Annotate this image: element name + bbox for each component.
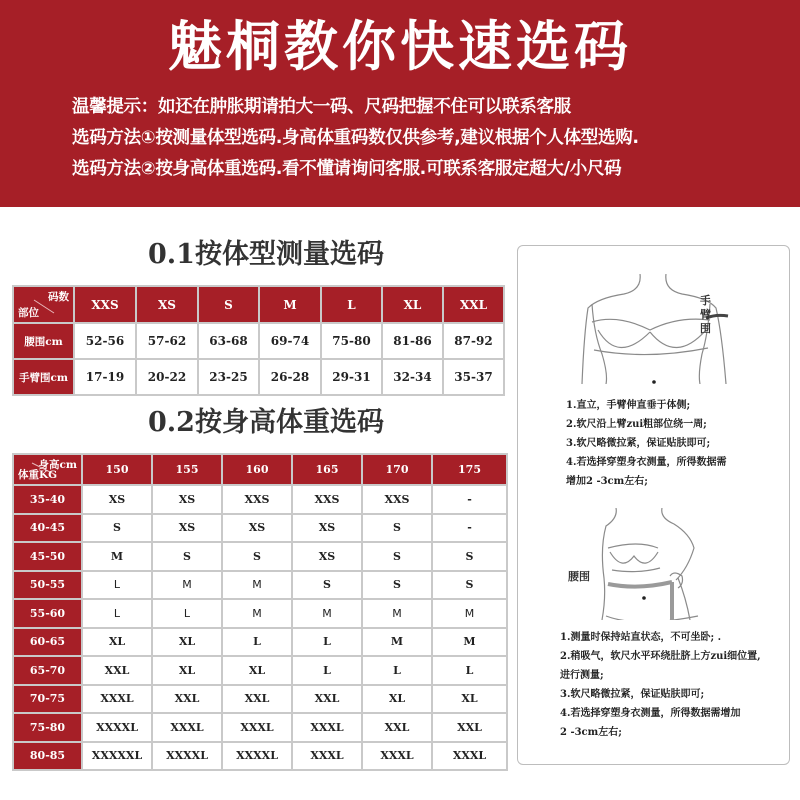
arm-circumference-label	[700, 294, 714, 336]
size-cell: XXXL	[152, 713, 222, 742]
size-cell: M	[432, 599, 507, 628]
size-cell: XXXL	[292, 742, 362, 771]
size-cell: XL	[432, 685, 507, 714]
size-cell: XXXL	[432, 742, 507, 771]
size-cell: M	[432, 628, 507, 657]
size-cell: L	[82, 599, 152, 628]
size-cell: XS	[152, 485, 222, 514]
body-table-title: 0.1按体型测量选码	[148, 239, 384, 270]
waist-circumference-label: 腰围	[568, 570, 590, 583]
size-cell: XS	[222, 514, 292, 543]
corner-label-size: 码数	[48, 291, 69, 303]
waist-step: 3.软尺略微拉紧，保证贴肤即可;	[560, 689, 705, 700]
size-cell: M	[152, 571, 222, 600]
weight-range-label: 80-85	[13, 742, 82, 771]
size-cell: M	[222, 571, 292, 600]
table-row	[13, 359, 504, 395]
size-header: XL	[382, 286, 443, 323]
waist-measurement-illustration	[598, 508, 708, 620]
banner-title: 魅桐教你快速选码	[168, 15, 632, 78]
table-row	[13, 628, 507, 657]
size-cell: XXL	[362, 713, 432, 742]
corner-label-weight: 体重KG	[18, 469, 58, 481]
size-cell: S	[432, 571, 507, 600]
table-row	[13, 742, 507, 771]
corner-cell	[13, 286, 74, 323]
size-cell: M	[82, 542, 152, 571]
arm-measurement-illustration	[558, 274, 758, 384]
size-cell: L	[362, 656, 432, 685]
weight-range-label: 35-40	[13, 485, 82, 514]
arm-step: 1.直立，手臂伸直垂于体侧;	[566, 400, 691, 411]
size-header: XXL	[443, 286, 504, 323]
table-header-row	[13, 286, 504, 323]
size-cell: XXS	[362, 485, 432, 514]
table-cell: 35-37	[443, 359, 504, 395]
corner-label-height: 身高cm	[38, 459, 77, 471]
table-row	[13, 542, 507, 571]
size-cell: S	[362, 514, 432, 543]
size-cell: XS	[292, 514, 362, 543]
size-cell: XXXL	[292, 713, 362, 742]
size-cell: XXS	[222, 485, 292, 514]
size-cell: L	[292, 656, 362, 685]
size-cell: L	[292, 628, 362, 657]
size-cell: XXXXL	[82, 713, 152, 742]
height-header: 175	[432, 454, 507, 485]
weight-range-label: 75-80	[13, 713, 82, 742]
size-cell: XL	[82, 628, 152, 657]
table-cell: 63-68	[198, 323, 259, 359]
size-cell: S	[362, 542, 432, 571]
size-header: XXS	[74, 286, 136, 323]
size-cell: L	[222, 628, 292, 657]
table-cell: 17-19	[74, 359, 136, 395]
weight-range-label: 60-65	[13, 628, 82, 657]
arm-step: 增加2 -3cm左右;	[566, 476, 648, 487]
size-cell: XXXXXL	[82, 742, 152, 771]
size-cell: XS	[82, 485, 152, 514]
size-cell: S	[222, 542, 292, 571]
size-cell: XL	[152, 656, 222, 685]
table-row	[13, 599, 507, 628]
size-cell: L	[432, 656, 507, 685]
size-cell: M	[362, 628, 432, 657]
size-cell: XL	[362, 685, 432, 714]
size-cell: L	[82, 571, 152, 600]
table-cell: 87-92	[443, 323, 504, 359]
size-cell: XXL	[222, 685, 292, 714]
table-header-row	[13, 454, 507, 485]
size-cell: XS	[292, 542, 362, 571]
tip-line-1: 温馨提示：如还在肿胀期请拍大一码、尺码把握不住可以联系客服	[72, 97, 571, 117]
table-cell: 75-80	[321, 323, 382, 359]
body-measurement-table	[12, 285, 505, 396]
weight-range-label: 50-55	[13, 571, 82, 600]
size-cell: M	[292, 599, 362, 628]
corner-label-part: 部位	[18, 307, 39, 319]
size-cell: S	[82, 514, 152, 543]
row-label-arm: 手臂围cm	[13, 359, 74, 395]
height-weight-table-title: 0.2按身高体重选码	[148, 407, 384, 438]
waist-step: 进行测量;	[560, 670, 604, 681]
arm-step: 4.若选择穿塑身衣测量，所得数据需	[566, 457, 727, 468]
size-cell: S	[362, 571, 432, 600]
table-cell: 81-86	[382, 323, 443, 359]
height-header: 155	[152, 454, 222, 485]
size-cell: XXXXL	[222, 742, 292, 771]
table-cell: 29-31	[321, 359, 382, 395]
table-row	[13, 323, 504, 359]
height-header: 160	[222, 454, 292, 485]
table-cell: 20-22	[136, 359, 198, 395]
size-cell: XXL	[432, 713, 507, 742]
size-header: XS	[136, 286, 198, 323]
size-cell: S	[432, 542, 507, 571]
size-header: M	[259, 286, 321, 323]
waist-step: 1.测量时保持站直状态，不可坐卧; .	[560, 632, 722, 643]
table-row	[13, 571, 507, 600]
table-row	[13, 685, 507, 714]
table-cell: 52-56	[74, 323, 136, 359]
weight-range-label: 70-75	[13, 685, 82, 714]
size-cell: XXXL	[82, 685, 152, 714]
size-cell: -	[432, 514, 507, 543]
corner-cell	[13, 454, 82, 485]
table-row	[13, 713, 507, 742]
table-row	[13, 656, 507, 685]
arm-label-char: 臂	[700, 308, 711, 321]
tip-line-3: 选码方法②按身高体重选码.看不懂请询问客服.可联系客服定超大/小尺码	[72, 159, 622, 179]
size-header: L	[321, 286, 382, 323]
size-cell: XXS	[292, 485, 362, 514]
height-weight-table	[12, 453, 508, 771]
waist-step: 4.若选择穿塑身衣测量，所得数据需增加	[560, 708, 741, 719]
table-cell: 23-25	[198, 359, 259, 395]
size-cell: S	[152, 542, 222, 571]
size-cell: XS	[152, 514, 222, 543]
table-row	[13, 514, 507, 543]
height-header: 165	[292, 454, 362, 485]
table-row	[13, 485, 507, 514]
size-cell: XXXXL	[152, 742, 222, 771]
measurement-guide-panel	[517, 245, 790, 765]
size-cell: M	[362, 599, 432, 628]
size-cell: XXXL	[362, 742, 432, 771]
weight-range-label: 65-70	[13, 656, 82, 685]
table-cell: 32-34	[382, 359, 443, 395]
tip-line-2: 选码方法①按测量体型选码.身高体重码数仅供参考,建议根据个人体型选购.	[72, 128, 639, 148]
arm-instructions	[566, 396, 726, 491]
table-cell: 57-62	[136, 323, 198, 359]
size-cell: XL	[152, 628, 222, 657]
arm-label-char: 手	[700, 294, 711, 307]
arm-step: 3.软尺略微拉紧，保证贴肤即可;	[566, 438, 711, 449]
size-cell: XXXL	[222, 713, 292, 742]
weight-range-label: 40-45	[13, 514, 82, 543]
size-cell: M	[222, 599, 292, 628]
height-header: 170	[362, 454, 432, 485]
height-header: 150	[82, 454, 152, 485]
size-cell: S	[292, 571, 362, 600]
size-header: S	[198, 286, 259, 323]
waist-step: 2 -3cm左右;	[560, 727, 622, 738]
row-label-waist: 腰围cm	[13, 323, 74, 359]
weight-range-label: 55-60	[13, 599, 82, 628]
waist-step: 2.稍吸气，软尺水平环绕肚脐上方zui细位置,	[560, 651, 761, 662]
size-cell: L	[152, 599, 222, 628]
size-cell: XXL	[152, 685, 222, 714]
header-banner	[0, 0, 800, 207]
arm-label-char: 围	[700, 322, 711, 335]
arm-step: 2.软尺沿上臂zui粗部位绕一周;	[566, 419, 707, 430]
table-cell: 69-74	[259, 323, 321, 359]
size-cell: XXL	[292, 685, 362, 714]
weight-range-label: 45-50	[13, 542, 82, 571]
size-cell: -	[432, 485, 507, 514]
waist-instructions	[560, 628, 761, 742]
table-cell: 26-28	[259, 359, 321, 395]
size-cell: XXL	[82, 656, 152, 685]
banner-tips	[72, 92, 639, 185]
size-cell: XL	[222, 656, 292, 685]
